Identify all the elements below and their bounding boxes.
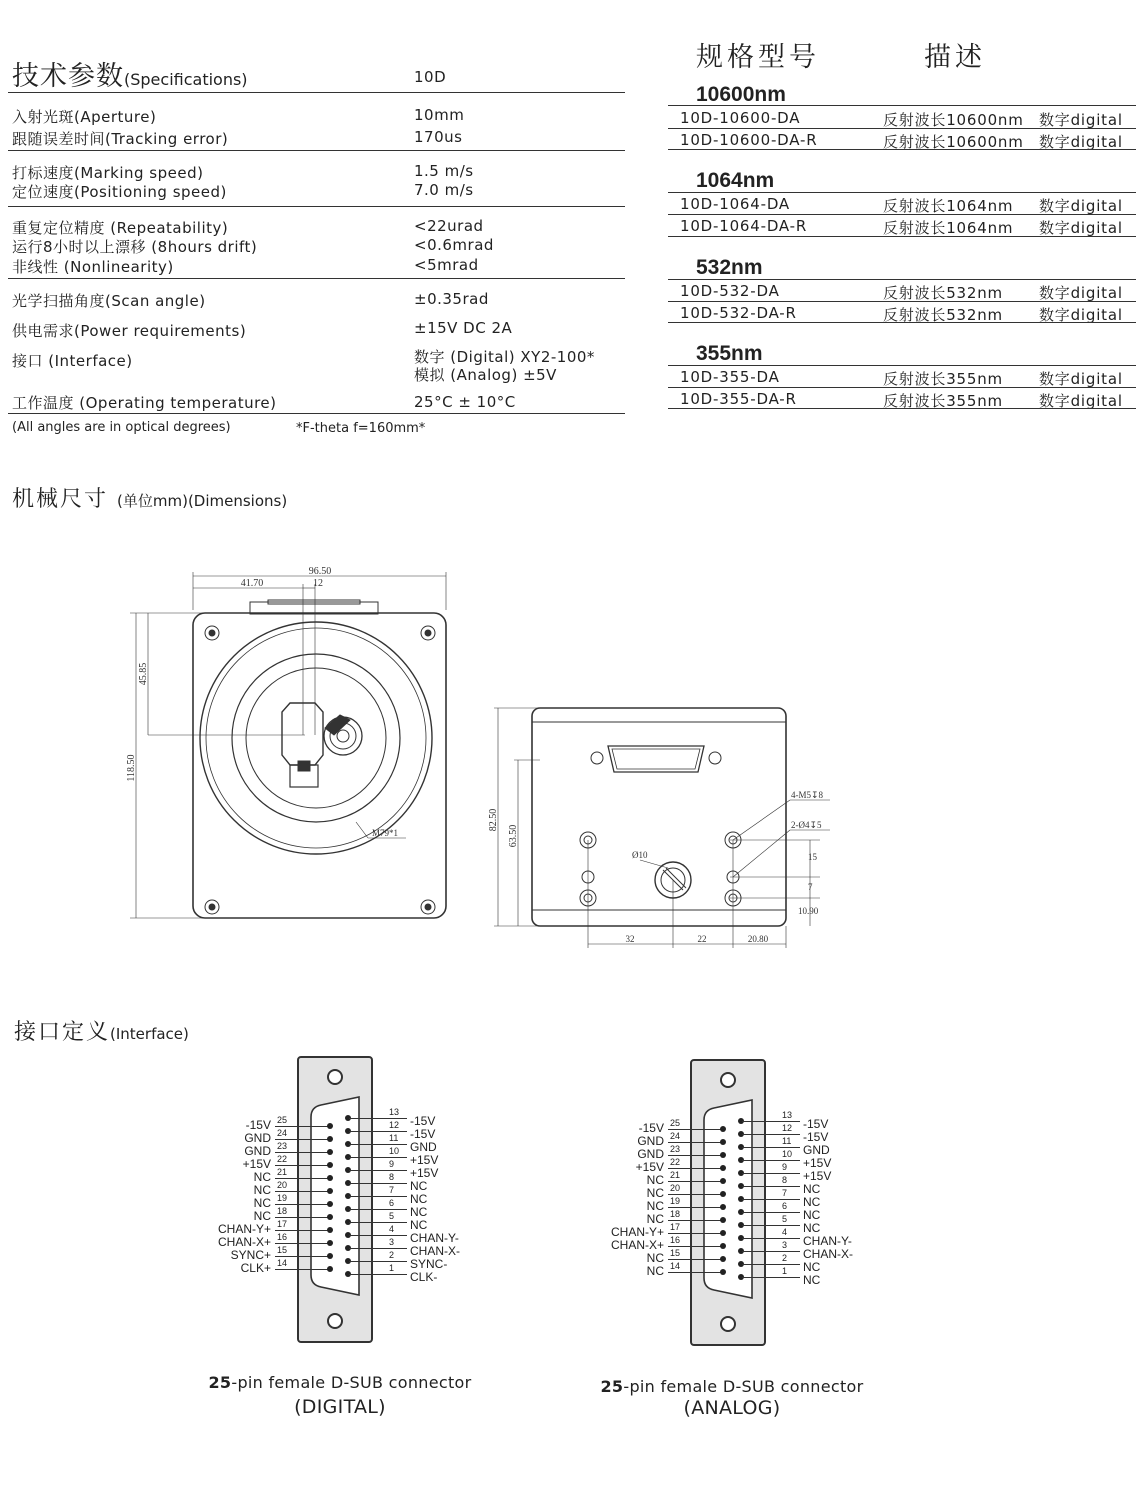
pin-dot — [327, 1149, 333, 1155]
pin-number: 2 — [782, 1253, 788, 1263]
wavelength-heading: 1064nm — [696, 169, 775, 192]
pin-number: 24 — [670, 1131, 681, 1141]
db25-analog — [598, 1058, 888, 1358]
dim-pin: 2-Ø4↧5 — [791, 820, 822, 830]
pin-dot — [720, 1243, 726, 1249]
spec-label: 定位速度(Positioning speed) — [12, 183, 227, 201]
pin-number: 11 — [389, 1133, 399, 1143]
pin-lead — [742, 1238, 800, 1239]
pin-lead — [742, 1212, 800, 1213]
spec-value: 数字 (Digital) XY2-100* — [414, 348, 595, 366]
spec-label: 接口 (Interface) — [12, 352, 133, 370]
pin-lead — [349, 1144, 407, 1145]
wavelength-heading: 10600nm — [696, 83, 786, 106]
pin-signal: NC — [646, 1199, 664, 1213]
pin-lead — [349, 1118, 407, 1119]
pin-lead — [349, 1131, 407, 1132]
pin-lead — [742, 1199, 800, 1200]
pin-signal: CHAN-Y+ — [217, 1222, 271, 1236]
pin-lead — [349, 1183, 407, 1184]
pin-dot — [720, 1126, 726, 1132]
divider — [8, 278, 625, 279]
pin-signal: CHAN-Y- — [410, 1231, 459, 1245]
model-type: 数字digital — [1039, 133, 1123, 151]
pin-signal: NC — [410, 1179, 428, 1193]
spec-label: 重复定位精度 (Repeatability) — [12, 219, 229, 237]
pin-number: 4 — [389, 1224, 395, 1234]
pin-number: 17 — [277, 1219, 288, 1229]
pin-number: 12 — [782, 1123, 793, 1133]
dim-dia: Ø10 — [632, 850, 648, 860]
pin-lead — [668, 1207, 724, 1208]
pin-lead — [668, 1272, 724, 1273]
divider — [668, 408, 1136, 409]
pin-number: 16 — [277, 1232, 288, 1242]
pin-lead — [349, 1196, 407, 1197]
pin-number: 12 — [389, 1120, 400, 1130]
pin-lead — [668, 1220, 724, 1221]
divider — [8, 206, 625, 207]
spec-footnote: (All angles are in optical degrees) — [12, 420, 231, 435]
pin-signal: NC — [646, 1173, 664, 1187]
pin-lead — [349, 1157, 407, 1158]
pin-signal: CHAN-X+ — [217, 1235, 271, 1249]
spec-label: 光学扫描角度(Scan angle) — [12, 292, 206, 310]
divider — [668, 149, 1136, 150]
pin-number: 25 — [670, 1118, 681, 1128]
pin-signal: NC — [803, 1221, 821, 1235]
pin-lead — [742, 1173, 800, 1174]
pin-lead — [275, 1256, 331, 1257]
dim-thread: M79*1 — [372, 828, 399, 838]
pin-lead — [349, 1261, 407, 1262]
pin-dot — [720, 1269, 726, 1275]
divider — [668, 192, 1136, 193]
spec-footnote: *F-theta f=160mm* — [296, 421, 426, 436]
pin-signal: NC — [410, 1218, 428, 1232]
pin-number: 23 — [277, 1141, 288, 1151]
pin-lead — [275, 1178, 331, 1179]
dim-side-height: 82.50 — [488, 808, 499, 832]
pin-signal: NC — [253, 1209, 271, 1223]
divider — [668, 128, 1136, 129]
pin-dot — [327, 1123, 333, 1129]
pin-signal: +15V — [803, 1169, 832, 1183]
pin-lead — [742, 1225, 800, 1226]
spec-label: 跟随误差时间(Tracking error) — [12, 130, 229, 148]
pin-number: 8 — [782, 1175, 788, 1185]
pin-signal: SYNC- — [410, 1257, 448, 1271]
pin-lead — [742, 1160, 800, 1161]
model-code: 10D-1064-DA — [680, 195, 790, 213]
pin-number: 20 — [277, 1180, 288, 1190]
pin-dot — [327, 1266, 333, 1272]
pin-lead — [668, 1181, 724, 1182]
pin-lead — [742, 1264, 800, 1265]
model-code: 10D-355-DA-R — [680, 390, 797, 408]
pin-dot — [720, 1217, 726, 1223]
pin-lead — [742, 1251, 800, 1252]
pin-number: 20 — [670, 1183, 681, 1193]
pin-signal: GND — [244, 1131, 271, 1145]
pin-number: 19 — [277, 1193, 288, 1203]
models-header-desc: 描述 — [924, 42, 986, 73]
pin-lead — [275, 1191, 331, 1192]
pin-signal: NC — [253, 1170, 271, 1184]
pin-signal: CHAN-Y+ — [610, 1225, 664, 1239]
pin-lead — [668, 1129, 724, 1130]
wavelength-heading: 355nm — [696, 342, 763, 365]
pin-signal: +15V — [410, 1153, 439, 1167]
front-view-drawing — [120, 560, 460, 940]
pin-number: 7 — [782, 1188, 788, 1198]
pin-lead — [349, 1274, 407, 1275]
dim-height: 118.50 — [126, 754, 137, 782]
pin-number: 6 — [782, 1201, 788, 1211]
pin-lead — [349, 1170, 407, 1171]
dim-v3: 10.90 — [798, 906, 819, 916]
pin-signal: +15V — [803, 1156, 832, 1170]
model-desc: 反射波长10600nm — [883, 133, 1024, 151]
pin-signal: NC — [646, 1186, 664, 1200]
dim-upper: 45.85 — [138, 662, 149, 686]
pin-number: 1 — [782, 1266, 788, 1276]
pin-lead — [275, 1165, 331, 1166]
pin-signal: NC — [803, 1182, 821, 1196]
model-desc: 反射波长1064nm — [883, 197, 1014, 215]
pin-signal: CHAN-X+ — [610, 1238, 664, 1252]
pin-dot — [327, 1253, 333, 1259]
pin-signal: -15V — [803, 1117, 829, 1131]
spec-label: 运行8小时以上漂移 (8hours drift) — [12, 238, 258, 256]
pin-number: 15 — [670, 1248, 681, 1258]
pin-number: 5 — [782, 1214, 788, 1224]
pin-number: 14 — [277, 1258, 288, 1268]
pin-lead — [275, 1217, 331, 1218]
pin-signal: -15V — [803, 1130, 829, 1144]
pin-signal: NC — [646, 1264, 664, 1278]
dimensions-title: 机械尺寸 (单位mm)(Dimensions) — [12, 487, 288, 512]
pin-lead — [275, 1139, 331, 1140]
pin-signal: CHAN-Y- — [803, 1234, 852, 1248]
pin-lead — [349, 1222, 407, 1223]
pin-number: 4 — [782, 1227, 788, 1237]
pin-lead — [668, 1142, 724, 1143]
pin-lead — [275, 1126, 331, 1127]
pin-lead — [275, 1243, 331, 1244]
pin-number: 10 — [389, 1146, 400, 1156]
pin-signal: SYNC+ — [230, 1248, 271, 1262]
spec-model: 10D — [414, 68, 447, 86]
pin-lead — [668, 1168, 724, 1169]
pin-dot — [720, 1178, 726, 1184]
divider — [668, 322, 1136, 323]
pin-signal: NC — [803, 1195, 821, 1209]
pin-dot — [720, 1152, 726, 1158]
spec-value: ±0.35rad — [414, 290, 489, 308]
pin-signal: NC — [803, 1273, 821, 1287]
pin-signal: +15V — [635, 1160, 664, 1174]
pin-number: 23 — [670, 1144, 681, 1154]
pin-lead — [742, 1186, 800, 1187]
pin-signal: NC — [803, 1208, 821, 1222]
pin-signal: CHAN-X- — [410, 1244, 460, 1258]
pin-number: 18 — [670, 1209, 681, 1219]
divider — [668, 365, 1136, 366]
pin-lead — [742, 1121, 800, 1122]
model-code: 10D-532-DA — [680, 282, 780, 300]
pin-number: 17 — [670, 1222, 681, 1232]
dim-h2: 22 — [697, 934, 707, 944]
spec-title: 技术参数(Specifications) — [12, 61, 248, 92]
pin-dot — [327, 1240, 333, 1246]
pin-number: 24 — [277, 1128, 288, 1138]
dim-v2: 7 — [808, 882, 813, 892]
pin-lead — [349, 1235, 407, 1236]
pin-signal: CLK- — [410, 1270, 438, 1284]
model-desc: 反射波长355nm — [883, 370, 1003, 388]
model-desc: 反射波长1064nm — [883, 219, 1014, 237]
pin-number: 2 — [389, 1250, 395, 1260]
pin-lead — [668, 1194, 724, 1195]
pin-signal: CHAN-X- — [803, 1247, 853, 1261]
spec-label: 供电需求(Power requirements) — [12, 322, 247, 340]
wavelength-heading: 532nm — [696, 256, 763, 279]
pin-dot — [720, 1204, 726, 1210]
dim-offset: 41.70 — [240, 578, 264, 589]
divider — [668, 105, 1136, 106]
pin-signal: NC — [646, 1251, 664, 1265]
pin-signal: -15V — [410, 1127, 436, 1141]
divider — [668, 301, 1136, 302]
analog-caption-type: (ANALOG) — [683, 1397, 781, 1419]
pin-number: 18 — [277, 1206, 288, 1216]
model-code: 10D-532-DA-R — [680, 304, 797, 322]
divider — [668, 387, 1136, 388]
model-type: 数字digital — [1039, 197, 1123, 215]
dim-h3: 20.80 — [747, 934, 769, 944]
model-code: 10D-10600-DA-R — [680, 131, 818, 149]
pin-lead — [668, 1233, 724, 1234]
divider — [8, 150, 625, 151]
spec-label: 打标速度(Marking speed) — [12, 164, 204, 182]
side-view-drawing — [480, 690, 840, 950]
pin-signal: GND — [803, 1143, 830, 1157]
pin-dot — [720, 1165, 726, 1171]
pin-lead — [349, 1248, 407, 1249]
model-type: 数字digital — [1039, 111, 1123, 129]
pin-dot — [720, 1191, 726, 1197]
spec-value: <0.6mrad — [414, 236, 494, 254]
pin-number: 6 — [389, 1198, 395, 1208]
pin-signal: -15V — [245, 1118, 271, 1132]
model-code: 10D-10600-DA — [680, 109, 801, 127]
pin-number: 14 — [670, 1261, 681, 1271]
spec-label: 工作温度 (Operating temperature) — [12, 394, 277, 412]
pin-signal: GND — [244, 1144, 271, 1158]
dim-side-inner: 63.50 — [508, 824, 519, 848]
analog-caption: 25-pin female D-SUB connector — [600, 1377, 864, 1396]
spec-value: 170us — [414, 128, 463, 146]
db25-analog-shell — [688, 1058, 768, 1348]
pin-lead — [668, 1259, 724, 1260]
pin-signal: NC — [410, 1192, 428, 1206]
pin-signal: GND — [637, 1147, 664, 1161]
dim-v1: 15 — [808, 852, 817, 862]
pin-number: 9 — [389, 1159, 395, 1169]
spec-value: 1.5 m/s — [414, 162, 474, 180]
spec-value: ±15V DC 2A — [414, 319, 513, 337]
spec-value: 模拟 (Analog) ±5V — [414, 366, 557, 384]
model-code: 10D-355-DA — [680, 368, 780, 386]
model-desc: 反射波长10600nm — [883, 111, 1024, 129]
divider — [668, 236, 1136, 237]
models-header-model: 规格型号 — [696, 42, 820, 73]
spec-value: 10mm — [414, 106, 465, 124]
pin-number: 15 — [277, 1245, 288, 1255]
pin-number: 3 — [782, 1240, 788, 1250]
pin-number: 3 — [389, 1237, 395, 1247]
model-desc: 反射波长532nm — [883, 306, 1003, 324]
dim-h1: 32 — [625, 934, 635, 944]
pin-dot — [327, 1201, 333, 1207]
pin-dot — [327, 1175, 333, 1181]
pin-signal: NC — [253, 1196, 271, 1210]
pin-dot — [720, 1230, 726, 1236]
pin-number: 8 — [389, 1172, 395, 1182]
pin-number: 13 — [389, 1107, 400, 1117]
model-type: 数字digital — [1039, 370, 1123, 388]
pin-dot — [327, 1162, 333, 1168]
divider — [668, 214, 1136, 215]
pin-number: 21 — [277, 1167, 288, 1177]
pin-number: 10 — [782, 1149, 793, 1159]
pin-number: 22 — [670, 1157, 681, 1167]
pin-number: 11 — [782, 1136, 792, 1146]
pin-number: 22 — [277, 1154, 288, 1164]
pin-number: 19 — [670, 1196, 681, 1206]
pin-signal: NC — [253, 1183, 271, 1197]
model-code: 10D-1064-DA-R — [680, 217, 808, 235]
dim-gap: 12 — [313, 578, 323, 589]
model-type: 数字digital — [1039, 392, 1123, 410]
db25-digital-shell — [295, 1055, 375, 1345]
pin-lead — [275, 1204, 331, 1205]
model-desc: 反射波长355nm — [883, 392, 1003, 410]
spec-value: <5mrad — [414, 256, 479, 274]
pin-number: 21 — [670, 1170, 681, 1180]
pin-lead — [275, 1152, 331, 1153]
divider — [668, 279, 1136, 280]
pin-dot — [720, 1139, 726, 1145]
pin-lead — [668, 1155, 724, 1156]
db25-digital — [205, 1055, 495, 1355]
pin-dot — [327, 1188, 333, 1194]
model-type: 数字digital — [1039, 284, 1123, 302]
pin-lead — [668, 1246, 724, 1247]
pin-lead — [742, 1277, 800, 1278]
dim-width: 96.50 — [308, 566, 332, 577]
pin-number: 7 — [389, 1185, 395, 1195]
pin-dot — [327, 1227, 333, 1233]
pin-lead — [349, 1209, 407, 1210]
model-type: 数字digital — [1039, 306, 1123, 324]
pin-signal: NC — [410, 1205, 428, 1219]
pin-lead — [742, 1147, 800, 1148]
pin-number: 5 — [389, 1211, 395, 1221]
divider — [8, 413, 625, 414]
pin-lead — [275, 1230, 331, 1231]
model-desc: 反射波长532nm — [883, 284, 1003, 302]
interface-title: 接口定义(Interface) — [14, 1020, 189, 1045]
digital-caption-type: (DIGITAL) — [294, 1396, 386, 1418]
spec-label: 入射光斑(Aperture) — [12, 108, 157, 126]
pin-signal: +15V — [242, 1157, 271, 1171]
spec-value: 25°C ± 10°C — [414, 393, 516, 411]
pin-dot — [720, 1256, 726, 1262]
pin-number: 9 — [782, 1162, 788, 1172]
pin-signal: -15V — [638, 1121, 664, 1135]
pin-number: 13 — [782, 1110, 793, 1120]
pin-lead — [275, 1269, 331, 1270]
pin-lead — [742, 1134, 800, 1135]
pin-signal: +15V — [410, 1166, 439, 1180]
dim-screw: 4-M5↧8 — [791, 790, 824, 800]
pin-signal: GND — [637, 1134, 664, 1148]
pin-dot — [327, 1214, 333, 1220]
pin-signal: NC — [803, 1260, 821, 1274]
pin-signal: NC — [646, 1212, 664, 1226]
pin-number: 1 — [389, 1263, 395, 1273]
pin-number: 16 — [670, 1235, 681, 1245]
divider — [8, 92, 625, 93]
pin-signal: CLK+ — [240, 1261, 271, 1275]
spec-value: 7.0 m/s — [414, 181, 474, 199]
spec-value: <22urad — [414, 217, 484, 235]
pin-number: 25 — [277, 1115, 288, 1125]
spec-label: 非线性 (Nonlinearity) — [12, 258, 174, 276]
digital-caption: 25-pin female D-SUB connector — [208, 1373, 472, 1392]
pin-signal: -15V — [410, 1114, 436, 1128]
pin-dot — [327, 1136, 333, 1142]
model-type: 数字digital — [1039, 219, 1123, 237]
pin-signal: GND — [410, 1140, 437, 1154]
